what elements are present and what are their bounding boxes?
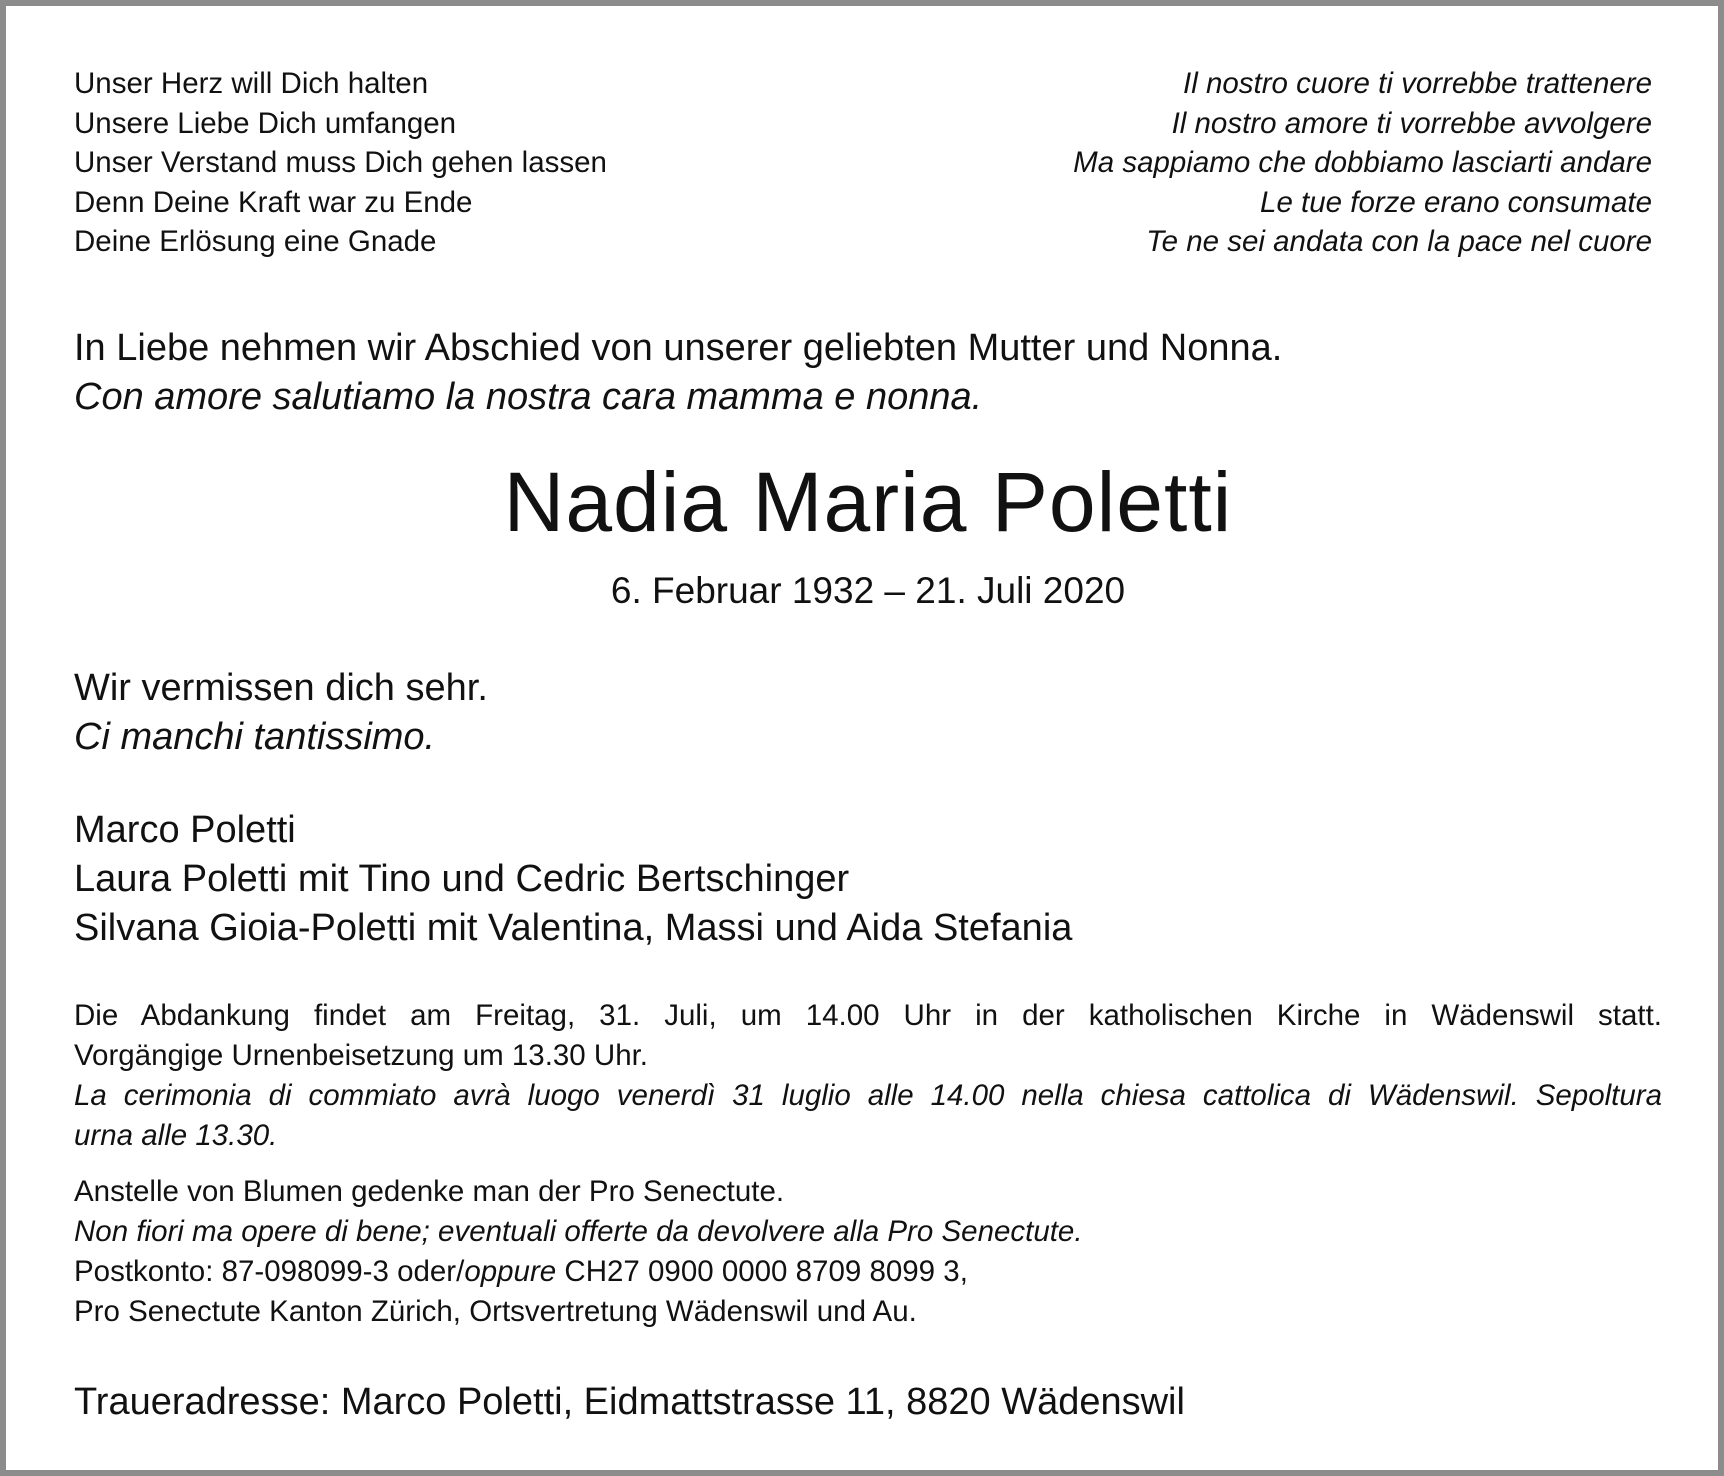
poem-italian-line: Il nostro amore ti vorrebbe avvolgere [1171, 106, 1652, 140]
donation-info [74, 1172, 1083, 1332]
ceremony-italian-line: urna alle 13.30. [74, 1119, 278, 1152]
family-member: Marco Poletti [74, 809, 296, 851]
mourning-address: Traueradresse: Marco Poletti, Eidmattstrasse 11, 8820 Wädenswil [74, 1381, 1185, 1423]
farewell-german: Wir vermissen dich sehr. [74, 667, 488, 709]
ceremony-info [74, 996, 1662, 1156]
family-member: Silvana Gioia-Poletti mit Valentina, Massi und Aida Stefania [74, 907, 1073, 949]
ceremony-german-line: Vorgängige Urnenbeisetzung um 13.30 Uhr. [74, 1039, 648, 1072]
donation-german: Anstelle von Blumen gedenke man der Pro Senectute. [74, 1175, 785, 1208]
farewell-text [74, 664, 488, 762]
poem-german-line: Unsere Liebe Dich umfangen [74, 106, 457, 140]
ceremony-german-line: Die Abdankung findet am Freitag, 31. Juli, um 14.00 Uhr in der katholischen Kirche in Wädenswil statt. [74, 999, 1662, 1032]
donation-italian: Non fiori ma opere di bene; eventuali offerte da devolvere alla Pro Senectute. [74, 1215, 1083, 1248]
life-dates: 6. Februar 1932 – 21. Juli 2020 [610, 570, 1126, 611]
account-prefix: Postkonto: 87-098099-3 oder/ [74, 1255, 465, 1288]
poem-italian-line: Il nostro cuore ti vorrebbe trattenere [1183, 67, 1652, 100]
poem-german [74, 64, 607, 262]
poem-italian [1073, 64, 1652, 262]
intro-text [74, 324, 1282, 422]
poem-german-line: Deine Erlösung eine Gnade [74, 225, 437, 258]
ceremony-italian-line: La cerimonia di commiato avrà luogo venerdì 31 luglio alle 14.00 nella chiesa cattolica di Wädenswil. Sepoltura [74, 1079, 1662, 1112]
farewell-italian: Ci manchi tantissimo. [74, 716, 436, 758]
poem-italian-line: Te ne sei andata con la pace nel cuore [1146, 225, 1652, 258]
poem-italian-line: Ma sappiamo che dobbiamo lasciarti andare [1073, 146, 1652, 179]
donation-account [74, 1252, 1083, 1292]
family-member: Laura Poletti mit Tino und Cedric Bertschinger [74, 858, 850, 900]
poem-german-line: Denn Deine Kraft war zu Ende [74, 185, 473, 219]
poem-italian-line: Le tue forze erano consumate [1260, 185, 1652, 219]
donation-recipient: Pro Senectute Kanton Zürich, Ortsvertretung Wädenswil und Au. [74, 1295, 917, 1328]
intro-german: In Liebe nehmen wir Abschied von unserer geliebten Mutter und Nonna. [74, 327, 1283, 369]
account-iban: CH27 0900 0000 8709 8099 3, [556, 1255, 968, 1288]
deceased-name: Nadia Maria Poletti [503, 455, 1233, 549]
intro-italian: Con amore salutiamo la nostra cara mamma e nonna. [74, 376, 983, 418]
poem-german-line: Unser Verstand muss Dich gehen lassen [74, 146, 607, 179]
account-or: oppure [464, 1255, 557, 1288]
family-list [74, 806, 1072, 953]
poem-german-line: Unser Herz will Dich halten [74, 67, 429, 100]
